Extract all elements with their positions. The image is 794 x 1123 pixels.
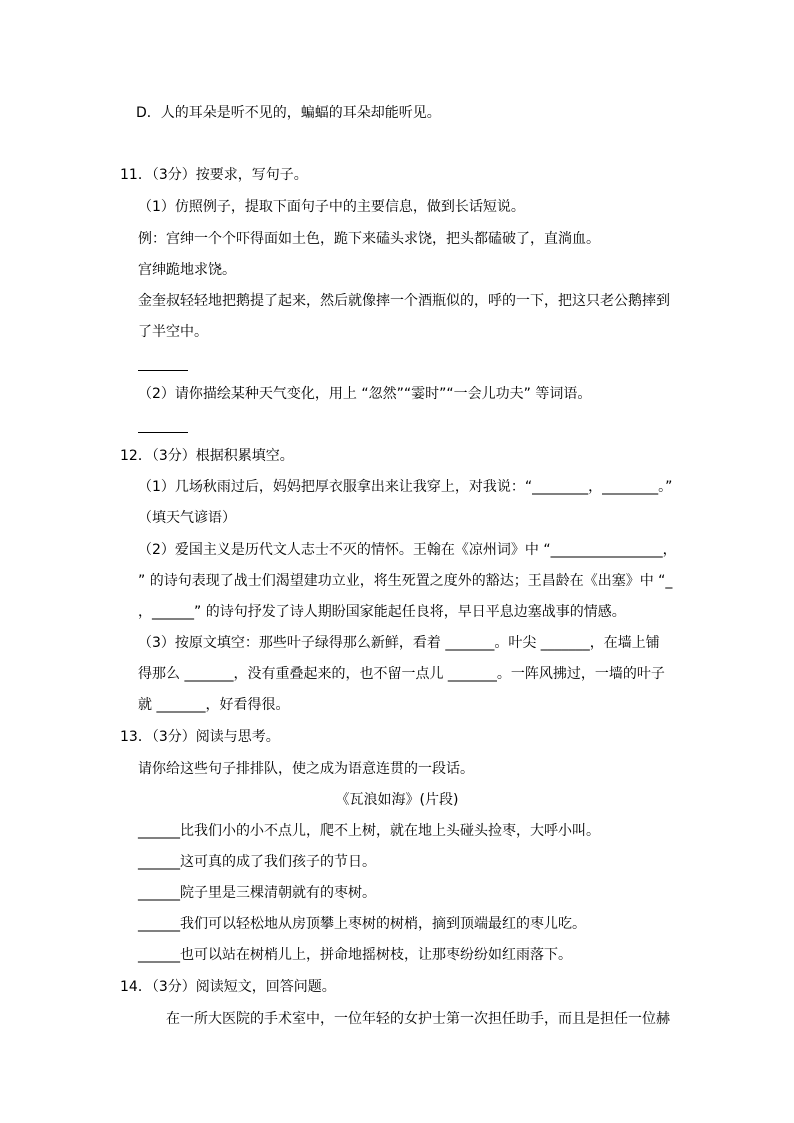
q13-item: ______比我们小的小不点儿，爬不上树，就在地上头碰头捡枣，大呼小叫。 — [138, 823, 600, 839]
q12-header: 12．（3分）根据积累填空。 — [120, 448, 294, 464]
q10-option-d: D．人的耳朵是听不见的，蝙蝠的耳朵却能听见。 — [136, 105, 441, 121]
q12-part3-line1: （3）按原文填空：那些叶子绿得那么新鲜，看着 _______。叶尖 _______，在墙上铺 — [138, 635, 660, 651]
q12-part3-line3: 就 _______，好看得很。 — [138, 697, 290, 713]
q11-example-answer: 宫绅跪地求饶。 — [138, 262, 236, 278]
q11-example-line: 例：宫绅一个个吓得面如土色，跪下来磕头求饶，把头都磕破了，直淌血。 — [138, 231, 600, 247]
q12-part2-line1: （2）爱国主义是历代文人志士不灭的情怀。王翰在《凉州词》中 “________________， — [138, 542, 677, 558]
q13-item: ______我们可以轻松地从房顶攀上枣树的树梢，摘到顶端最红的枣儿吃。 — [138, 916, 586, 932]
q11-part1-answer-blank[interactable] — [138, 370, 188, 371]
q14-passage-line1: 在一所大医院的手术室中，一位年轻的女护士第一次担任助手，而且是担任一位赫 — [166, 1011, 670, 1027]
q11-part2-answer-blank[interactable] — [138, 432, 188, 433]
q11-header: 11．（3分）按要求，写句子。 — [120, 167, 308, 183]
q14-header: 14．（3分）阅读短文，回答问题。 — [120, 979, 336, 995]
q12-part2-line2: ” 的诗句表现了战士们渴望建功立业，将生死置之度外的豁达；王昌龄在《出塞》中 “_ — [138, 573, 673, 589]
q12-part2-line3: ，______” 的诗句抒发了诗人期盼国家能起任良将，早日平息边塞战事的情感。 — [138, 604, 626, 620]
q11-sentence-line2: 了半空中。 — [138, 324, 208, 340]
q13-item: ______也可以站在树梢儿上，拼命地摇树枝，让那枣纷纷如红雨落下。 — [138, 947, 572, 963]
q12-part1-line2: （填天气谚语） — [138, 510, 236, 526]
q13-item: ______院子里是三棵清朝就有的枣树。 — [138, 885, 376, 901]
q12-part3-line2: 得那么 _______，没有重叠起来的，也不留一点儿 _______。一阵风拂过，一墙的叶子 — [138, 666, 665, 682]
q13-item: ______这可真的成了我们孩子的节日。 — [138, 854, 376, 870]
q13-header: 13．（3分）阅读与思考。 — [120, 729, 280, 745]
q11-part1-instruction: （1）仿照例子，提取下面句子中的主要信息，做到长话短说。 — [138, 199, 525, 215]
q13-instruction: 请你给这些句子排排队，使之成为语意连贯的一段话。 — [138, 761, 474, 777]
q13-passage-title: 《瓦浪如海》(片段) — [335, 792, 459, 808]
q12-part1-line1: （1）几场秋雨过后，妈妈把厚衣服拿出来让我穿上，对我说：“________，________。” — [138, 479, 673, 495]
q11-sentence-line1: 金奎叔轻轻地把鹅提了起来，然后就像摔一个酒瓶似的，呼的一下，把这只老公鹅摔到 — [138, 293, 670, 309]
q11-part2-instruction: （2）请你描绘某种天气变化，用上 “忽然”“霎时”“一会儿功夫” 等词语。 — [138, 386, 592, 402]
